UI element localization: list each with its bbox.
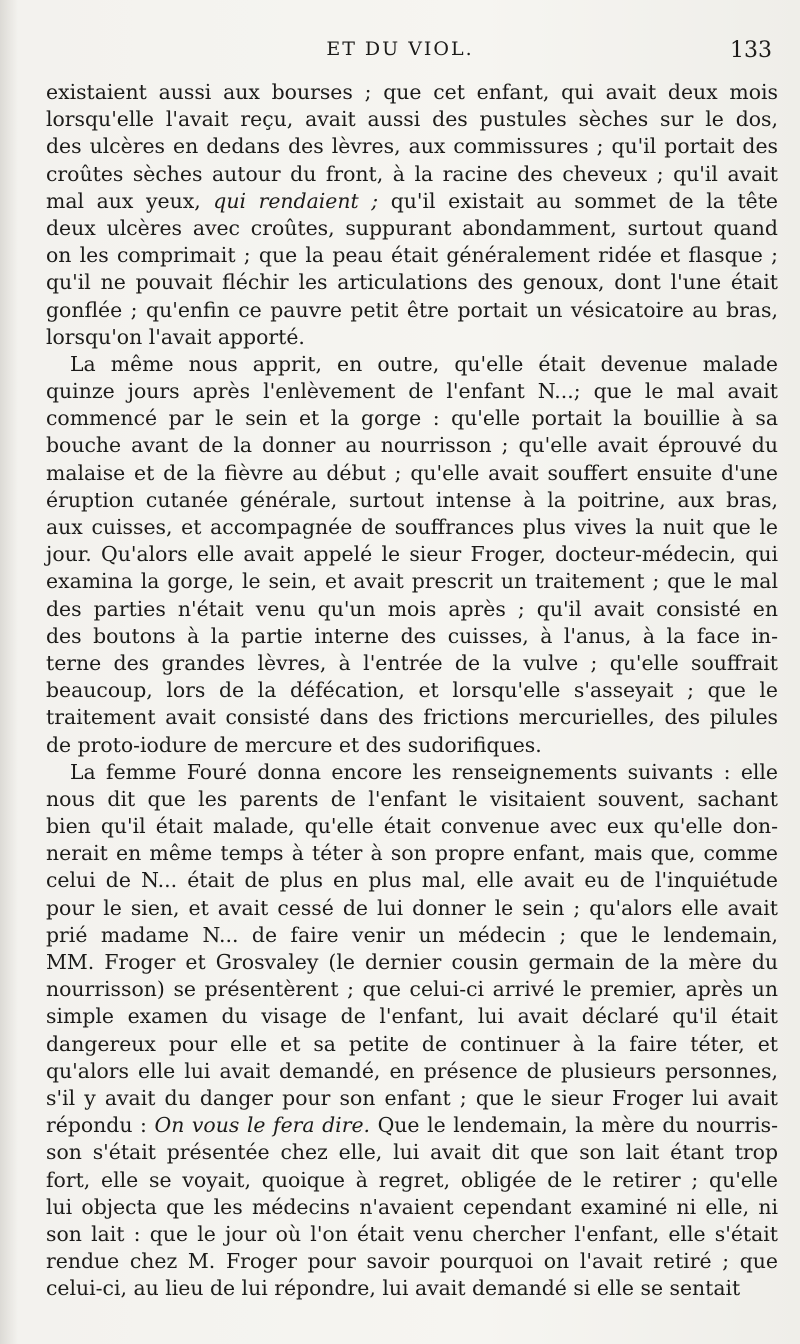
text-line: nous dit que les parents de l'enfant le visitaient souvent, sachant [46, 786, 778, 811]
italic-phrase: qui rendaient ; [213, 188, 379, 213]
text-line: éruption cutanée générale, surtout intense à la poitrine, aux bras, [46, 487, 778, 512]
text-line: malaise et de la fièvre au début ; qu'elle avait souffert ensuite d'une [46, 460, 778, 485]
text-line: dangereux pour elle et sa petite de continuer à la faire téter, et [46, 1031, 778, 1056]
paragraph-2 [46, 351, 778, 759]
text-line: celui-ci, au lieu de lui répondre, lui avait demandé si elle se sentait [46, 1276, 741, 1301]
text-line: qu'il ne pouvait fléchir les articulations des genoux, dont l'une était [46, 270, 778, 295]
text-segment: qu'il existait au sommet de la tête [378, 188, 778, 213]
paragraph-1 [46, 79, 778, 351]
text-line: deux ulcères avec croûtes, suppurant abondamment, surtout quand [46, 215, 778, 240]
text-line: beaucoup, lors de la défécation, et lorsqu'elle s'asseyait ; que le [46, 678, 778, 703]
text-line: lorsqu'elle l'avait reçu, avait aussi des pustules sèches sur le dos, [46, 107, 778, 132]
text-line: simple examen du visage de l'enfant, lui avait déclaré qu'il était [46, 1004, 778, 1029]
text-line: La même nous apprit, en outre, qu'elle était devenue malade [70, 351, 778, 376]
text-line: qu'alors elle lui avait demandé, en présence de plusieurs personnes, [46, 1058, 778, 1083]
text-line: fort, elle se voyait, quoique à regret, obligée de le retirer ; qu'elle [46, 1167, 778, 1192]
page-header [0, 38, 800, 66]
text-line: croûtes sèches autour du front, à la racine des cheveux ; qu'il avait [46, 161, 778, 186]
text-line: traitement avait consisté dans des frictions mercurielles, des pilules [46, 705, 778, 730]
running-title: ET DU VIOL. [326, 38, 474, 60]
text-line: de proto-iodure de mercure et des sudorifiques. [46, 732, 542, 757]
text-line: La femme Fouré donna encore les renseignements suivants : elle [70, 759, 778, 784]
text-line [46, 1112, 778, 1139]
paragraph-3 [46, 759, 778, 1303]
text-line: quinze jours après l'enlèvement de l'enfant N...; que le mal avait [46, 379, 778, 404]
text-line: bouche avant de la donner au nourrisson ; qu'elle avait éprouvé du [46, 433, 778, 458]
text-line: bien qu'il était malade, qu'elle était convenue avec eux qu'elle don- [46, 814, 778, 839]
text-line: rendue chez M. Froger pour savoir pourquoi on l'avait retiré ; que [46, 1249, 778, 1274]
text-segment: mal aux yeux, [46, 188, 214, 213]
text-line: s'il y avait du danger pour son enfant ; que le sieur Froger lui avait [46, 1085, 778, 1110]
text-line: son s'était présentée chez elle, lui avait dit que son lait étant trop [46, 1140, 778, 1165]
text-line: prié madame N... de faire venir un médecin ; que le lendemain, [46, 922, 778, 947]
text-line: terne des grandes lèvres, à l'entrée de la vulve ; qu'elle souffrait [46, 650, 778, 675]
text-segment: répondu : [46, 1113, 155, 1138]
text-line: nourrisson) se présentèrent ; que celui-ci arrivé le premier, après un [46, 977, 778, 1002]
text-line: lorsqu'on l'avait apporté. [46, 324, 305, 349]
text-line: aux cuisses, et accompagnée de souffrances plus vives la nuit que le [46, 515, 778, 539]
text-line: existaient aussi aux bourses ; que cet enfant, qui avait deux mois [46, 80, 778, 104]
text-line [46, 188, 778, 215]
text-line: des boutons à la partie interne des cuisses, à l'anus, à la face in- [46, 623, 778, 648]
text-line: examina la gorge, le sein, et avait prescrit un traitement ; que le mal [46, 569, 778, 594]
text-line: jour. Qu'alors elle avait appelé le sieur Froger, docteur-médecin, qui [46, 542, 778, 567]
text-line: nerait en même temps à téter à son propre enfant, mais que, comme [46, 841, 778, 866]
text-line: commencé par le sein et la gorge : qu'elle portait la bouillie à sa [46, 406, 778, 431]
text-line: des parties n'était venu qu'un mois après ; qu'il avait consisté en [46, 596, 778, 621]
text-line: pour le sien, et avait cessé de lui donner le sein ; qu'alors elle avait [46, 895, 778, 920]
body-text [46, 79, 778, 1302]
text-line: on les comprimait ; que la peau était généralement ridée et flasque ; [46, 243, 778, 268]
text-line: MM. Froger et Grosvaley (le dernier cousin germain de la mère du [46, 950, 778, 974]
text-line: des ulcères en dedans des lèvres, aux commissures ; qu'il portait des [46, 134, 778, 159]
text-line: celui de N... était de plus en plus mal, elle avait eu de l'inquiétude [46, 868, 778, 893]
text-segment: Que le lendemain, la mère du nourris- [370, 1113, 778, 1138]
text-line: son lait : que le jour où l'on était venu chercher l'enfant, elle s'était [46, 1221, 778, 1246]
page-number: 133 [730, 38, 772, 63]
italic-phrase: On vous le fera dire. [154, 1113, 370, 1138]
text-line: gonflée ; qu'enfin ce pauvre petit être portait un vésicatoire au bras, [46, 297, 778, 322]
text-line: lui objecta que les médecins n'avaient cependant examiné ni elle, ni [46, 1194, 778, 1219]
